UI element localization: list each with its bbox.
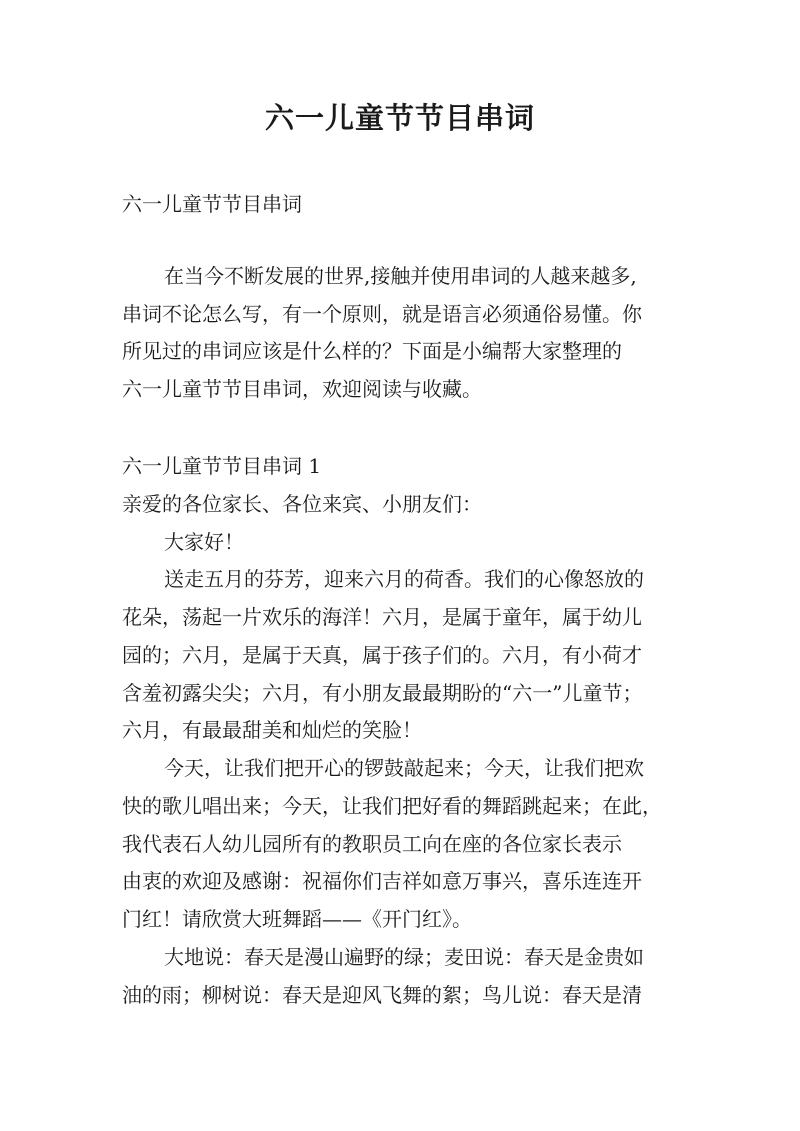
paragraph-line: 我代表石人幼儿园所有的教职员工向在座的各位家长表示 <box>122 832 622 856</box>
paragraph-line: 大地说：春天是漫山遍野的绿；麦田说：春天是金贵如 <box>164 945 644 969</box>
paragraph-line: 送走五月的芬芳，迎来六月的荷香。我们的心像怒放的 <box>164 567 644 591</box>
paragraph-line: 六月，有最最甜美和灿烂的笑脸！ <box>122 718 422 742</box>
salutation: 亲爱的各位家长、各位来宾、小朋友们： <box>122 492 482 516</box>
paragraph-line: 油的雨；柳树说：春天是迎风飞舞的絮；鸟儿说：春天是清 <box>122 983 642 1007</box>
paragraph-line: 今天，让我们把开心的锣鼓敲起来；今天，让我们把欢 <box>164 756 644 780</box>
greeting: 大家好！ <box>164 530 244 554</box>
document-title: 六一儿童节节目串词 <box>264 101 535 135</box>
document-subtitle: 六一儿童节节目串词 <box>122 192 302 216</box>
intro-line: 六一儿童节节目串词，欢迎阅读与收藏。 <box>122 377 482 401</box>
paragraph-line: 门红！请欣赏大班舞蹈——《开门红》。 <box>122 907 472 931</box>
paragraph-line: 花朵，荡起一片欢乐的海洋！六月，是属于童年，属于幼儿 <box>122 605 642 629</box>
intro-line: 串词不论怎么写，有一个原则，就是语言必须通俗易懂。你 <box>122 302 642 326</box>
paragraph-line: 含羞初露尖尖；六月，有小朋友最最期盼的“六一”儿童节； <box>122 681 643 705</box>
section-heading: 六一儿童节节目串词 1 <box>122 454 322 478</box>
paragraph-line: 由衷的欢迎及感谢：祝福你们吉祥如意万事兴，喜乐连连开 <box>122 869 642 893</box>
intro-line: 所见过的串词应该是什么样的？下面是小编帮大家整理的 <box>122 339 622 363</box>
intro-line: 在当今不断发展的世界,接触并使用串词的人越来越多, <box>164 264 637 288</box>
paragraph-line: 园的；六月，是属于天真，属于孩子们的。六月，有小荷才 <box>122 643 642 667</box>
paragraph-line: 快的歌儿唱出来；今天，让我们把好看的舞蹈跳起来；在此， <box>122 794 662 818</box>
